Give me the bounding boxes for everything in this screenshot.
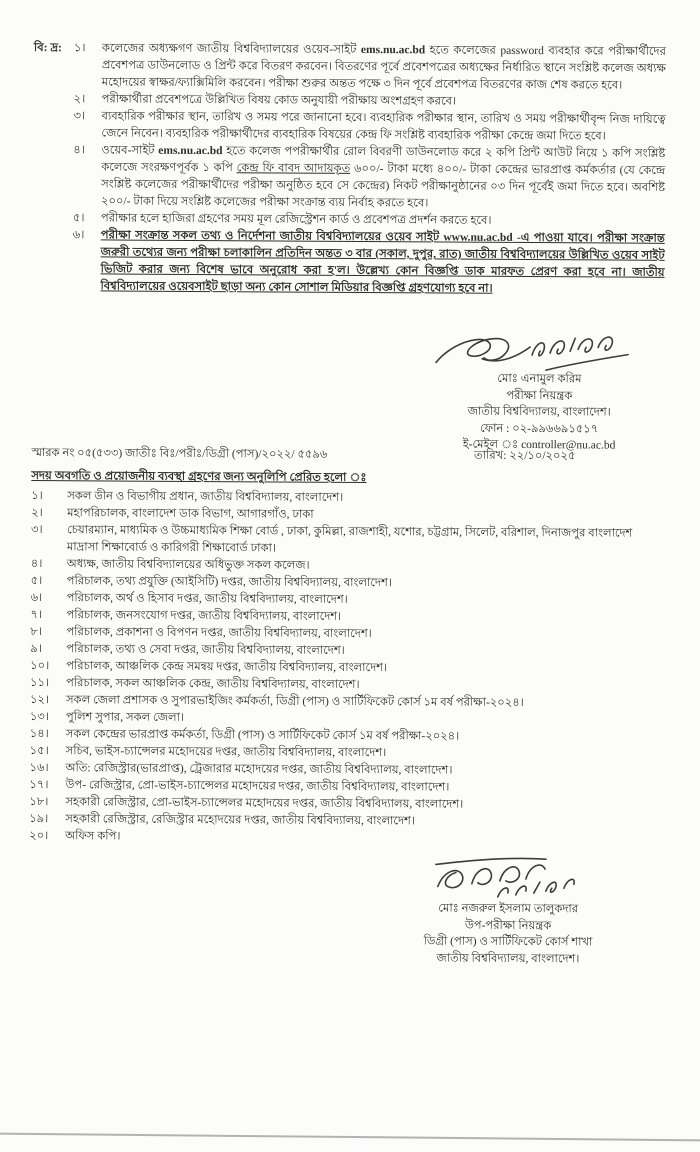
deputy-name: মোঃ নজরুল ইসলাম তালুকদার <box>438 902 579 916</box>
item-number: ৯। <box>30 642 42 656</box>
item-text: পরীক্ষার্থীরা প্রবেশপত্রে উল্লিখিত বিষয় কোড অনুযায়ী পরীক্ষায় অংশগ্রহণ করবে। <box>101 93 457 108</box>
text-segment: -এ পাওয়া যাবে। পরীক্ষা সংক্রান্ত জরুরী তথ্যের জন্য পরীক্ষা চলাকালিন প্রতিদিন অন্তত ৩ বার (সকাল, দুপুর, রাত) জাতীয় বিশ্ববিদ্যালয়ের উল্লিখিত ওয়েব সাইট ভিজিট করার জন্য বিশেষ ভাবে অনুরোধ করা হ'ল। উল্লেখ্য কোন বিজ্ঞপ্তি ডাক মারফত প্রেরণ করা হবে না। জাতীয় বিশ্ববিদ্যালয়ের ওয়েবসাইট ছাড়া অন্য কোন সোশাল মিডিয়ার বিজ্ঞপ্তি গ্রহণযোগ্য হবে না। <box>100 231 665 295</box>
item-number: ৮। <box>30 625 42 639</box>
text-segment: হতে কলেজ পপরীক্ষার্থীর রোল বিবরণী ডাউনলোড করে ২ কপি প্রিন্ট আউট নিয়ে ১ কপি সংশ্লিষ্ট কলেজে সংরক্ষণপূর্বক ১ কপি <box>101 145 666 175</box>
item-text: সহকারী রেজিস্ট্রার, রেজিস্ট্রার মহোদয়ের দপ্তর, জাতীয় বিশ্ববিদ্যালয়, বাংলাদেশ। <box>65 813 416 828</box>
nb-section <box>32 40 666 299</box>
text-segment: পরীক্ষা সংক্রান্ত সকল তথ্য ও নির্দেশনা জাতীয় বিশ্ববিদ্যালয়ের ওয়েব সাইট <box>100 229 444 244</box>
item-number: ১১। <box>30 676 50 690</box>
memo-number: স্মারক নং ০৫(৫৩৩) জাতীঃ বিঃ/পরীঃ/ডিগ্রী (পাস)/২০২২/ ৫৫৯৬ <box>31 446 328 461</box>
distribution-item <box>31 522 663 560</box>
item-text: অধ্যক্ষ, জাতীয় বিশ্ববিদ্যালয়ের অধিভুক্ত সকল কলেজ। <box>66 558 310 572</box>
item-number: ৬। <box>72 229 85 242</box>
item-number: ৫। <box>72 212 85 225</box>
item-number: ১৯। <box>29 812 49 826</box>
item-text <box>101 142 665 213</box>
deputy-org: জাতীয় বিশ্ববিদ্যালয়, বাংলাদেশ। <box>436 951 580 965</box>
controller-name: মোঃ এনামুল করিম <box>497 372 582 386</box>
item-number: ১। <box>31 489 43 503</box>
text-segment: ব্যবহার করে পরীক্ষার্থীদের প্রবেশপত্র ডাউনলোড ও প্রিন্ট করে বিতরণ করবেন। বিতরণের পূর্বে প্রবেশপত্রের অধ্যক্ষের নির্ধারিত স্থানে সংশ্লিষ্ট কলেজ অধ্যক্ষ মহোদয়ের স্বাক্ষর/ফ্যাক্সিমিলি করবেন। পরীক্ষা শুরুর অন্তত পক্ষে ৩ দিন পূর্বে প্রবেশপত্র বিতরণের কাজ শেষ করতে হবে। <box>101 45 666 92</box>
item-number: ৪। <box>30 557 43 571</box>
item-number: ১৭। <box>29 778 49 792</box>
item-text: চেয়ারম্যান, মাধ্যমিক ও উচ্চমাধ্যমিক শিক্ষা বোর্ড , ঢাকা, কুমিল্লা, রাজশাহী, যশোর, চট্টগ্রাম, সিলেট, বরিশাল, দিনাজপুর বাংলাদেশ মাদ্রাসা শিক্ষাবোর্ড ও কারিগরী শিক্ষাবোর্ড ঢাকা। <box>66 524 633 555</box>
item-text: সচিব, ভাইস-চ্যান্সেলর মহোদয়ের দপ্তর, জাতীয় বিশ্ববিদ্যালয়, বাংলাদেশ। <box>65 745 387 760</box>
deputy-title: উপ-পরীক্ষা নিয়ন্ত্রক <box>464 919 552 932</box>
item-number: ১। <box>73 42 86 55</box>
website-url: www.nu.ac.bd <box>443 231 513 244</box>
item-text: মহাপরিচালক, বাংলাদেশ ডাক বিভাগ, আগারগাঁও, ঢাকা <box>67 507 314 521</box>
item-number: ২০। <box>29 829 49 843</box>
handwritten-signature-icon <box>413 850 603 907</box>
email-address: controller@nu.ac.bd <box>521 438 616 452</box>
distribution-list <box>29 488 663 849</box>
item-text: সকল কেন্দ্রের ভারপ্রাপ্ত কর্মকর্তা, ডিগ্রী (পাস) ও সার্টিফিকেট কোর্স ১ম বর্ষ পরীক্ষা-২০২৪। <box>65 728 460 743</box>
item-text: সহকারী রেজিস্ট্রার, প্রো-ভাইস-চ্যান্সেলর মহোদয়ের দপ্তর, জাতীয় বিশ্ববিদ্যালয়, বাংলাদেশ। <box>65 796 464 811</box>
item-text: অফিস কপি। <box>65 830 121 843</box>
item-text <box>100 227 664 298</box>
text-segment: কলেজের অধ্যক্ষগণ জাতীয় বিশ্ববিদ্যালয়ের ওয়েব-সাইট <box>101 42 361 56</box>
item-text: পরিচালক, জনসংযোগ দপ্তর, জাতীয় বিশ্ববিদ্যালয়, বাংলাদেশ। <box>66 609 342 623</box>
item-number: ১৮। <box>29 795 49 809</box>
email-label: ই-মেইল ঃ <box>462 438 519 451</box>
item-number: ১৬। <box>29 761 49 775</box>
text-segment: ওয়েব-সাইট <box>101 144 159 157</box>
item-text: পরিচালক, সকল আঞ্চলিক কেন্দ্র, জাতীয় বিশ্ববিদ্যালয়, বাংলাদেশ। <box>66 677 360 692</box>
underlined-phrase: কেন্দ্র ফি বাবদ আদায়কৃত <box>236 162 351 175</box>
item-text: অতি: রেজিস্ট্রার(ভারপ্রাপ্ত), ট্রেজারার মহোদয়ের দপ্তর, জাতীয় বিশ্ববিদ্যালয়, বাংলাদেশ। <box>65 762 453 777</box>
item-number: ২। <box>31 506 43 520</box>
item-text: পরিচালক, আঞ্চলিক কেন্দ্র সমন্বয় দপ্তর, জাতীয় বিশ্ববিদ্যালয়, বাংলাদেশ। <box>66 660 388 675</box>
item-text: ব্যবহারিক পরীক্ষার স্থান, তারিখ ও সময় পরে জানানো হবে। ব্যবহারিক পরীক্ষার স্থান, তারিখ ও সময় পরীক্ষার্থীবৃন্দ নিজ দায়িত্বে জেনে নিবেন। ব্যবহারিক পরীক্ষার্থীদের ব্যবহারিক বিষয়ের কেন্দ্র ফি সংশ্লিষ্ট ব্যবহারিক পরীক্ষা কেন্দ্রে জমা দিতে হবে। <box>101 110 666 143</box>
item-text: উপ- রেজিস্ট্রার, প্রো-ভাইস-চ্যান্সেলর মহোদয়ের দপ্তর, জাতীয় বিশ্ববিদ্যালয়, বাংলাদেশ। <box>65 779 450 794</box>
item-text: পরীক্ষার হলে হাজিরা গ্রহণের সময় মূল রেজিস্ট্রেশন কার্ড ও প্রবেশপত্র প্রদর্শন করতে হবে। <box>100 212 492 227</box>
password-word: password <box>500 44 544 58</box>
note-item-1 <box>74 40 666 95</box>
distribution-item <box>29 828 661 849</box>
item-text: সকল ডীন ও বিভাগীয় প্রধান, জাতীয় বিশ্ববিদ্যালয়, বাংলাদেশ। <box>67 490 344 504</box>
item-number: ৩। <box>73 110 86 123</box>
nb-list <box>72 40 666 299</box>
controller-phone: ফোন : ০২-৯৯৬৬৯১৫১৭ <box>479 422 599 435</box>
item-number: ১২। <box>29 693 50 707</box>
letter-date: তারিখ: ২২/১০/২০২৫ <box>474 449 576 463</box>
item-number: ২। <box>73 93 86 106</box>
nb-label: বি: দ্র: <box>33 41 62 55</box>
text-segment: হতে কলেজের <box>425 44 501 57</box>
website-url: ems.nu.ac.bd <box>360 43 426 57</box>
notice-content <box>29 40 666 965</box>
item-text: পরিচালক, তথ্য ও সেবা দপ্তর, জাতীয় বিশ্ববিদ্যালয়, বাংলাদেশ। <box>66 643 345 657</box>
controller-signature-block <box>421 324 657 454</box>
item-text: পুলিশ সুপার, সকল জেলা। <box>65 711 185 724</box>
controller-email-line <box>421 436 656 454</box>
note-item-4 <box>73 142 665 214</box>
item-text: পরিচালক, অর্থ ও হিসাব দপ্তর, জাতীয় বিশ্ববিদ্যালয়, বাংলাদেশ। <box>66 592 348 606</box>
website-url: ems.nu.ac.bd <box>158 144 223 158</box>
text-segment: ৬০০/- টাকা মধ্যে ৪০০/- টাকা কেন্দ্রের ভারপ্রাপ্ত কর্মকর্তার (যে কেন্দ্রে সংশ্লিষ্ট কলেজের পরীক্ষার্থীদের পরীক্ষা অনুষ্ঠিত হবে সে কেন্দ্রের) নিকট পরীক্ষানুষ্ঠানের ০৩ দিন পূর্বেই জমা দিতে হবে। অবশিষ্ট ২০০/- টাকা দিয়ে সংশ্লিষ্ট কলেজের পরীক্ষা সংক্রান্ত ব্যয় নির্বাহ করতে হবে। <box>100 162 666 210</box>
item-number: ১৩। <box>29 710 49 724</box>
item-number: ১৪। <box>29 727 49 741</box>
item-number: ৭। <box>30 608 43 622</box>
item-number: ৩। <box>30 523 43 537</box>
deputy-signature-block <box>380 850 636 968</box>
item-number: ১৫। <box>29 744 49 758</box>
deputy-department: ডিগ্রী (পাস) ও সার্টিফিকেট কোর্স শাখা <box>423 935 593 949</box>
item-number: ৫। <box>30 574 43 588</box>
controller-org: জাতীয় বিশ্ববিদ্যালয়, বাংলাদেশ। <box>467 405 611 419</box>
item-number: ৪। <box>73 144 85 157</box>
item-text: পরিচালক, তথ্য প্রযুক্তি (আইসিটি) দপ্তর, জাতীয় বিশ্ববিদ্যালয়, বাংলাদেশ। <box>66 575 392 590</box>
distribution-heading: সদয় অবগতি ও প্রয়োজনীয় ব্যবস্থা গ্রহণের জন্য অনুলিপি প্রেরিত হলো ঃ <box>31 469 367 485</box>
page-edge-line <box>0 1133 700 1142</box>
item-number: ৬। <box>30 591 43 605</box>
note-item-3 <box>73 108 665 146</box>
note-item-6 <box>72 227 664 299</box>
controller-title: পরীক্ষা নিয়ন্ত্রক <box>506 389 573 402</box>
item-number: ১০। <box>30 659 50 673</box>
item-text: সকল জেলা প্রশাসক ও সুপারভাইজিং কর্মকর্তা, ডিগ্রী (পাস) ও সার্টিফিকেট কোর্স ১ম বর্ষ পরীক্ষা-২০২৪। <box>65 694 524 710</box>
item-text: পরিচালক, প্রকাশনা ও বিপণন দপ্তর, জাতীয় বিশ্ববিদ্যালয়, বাংলাদেশ। <box>66 626 372 641</box>
item-text <box>102 40 666 94</box>
